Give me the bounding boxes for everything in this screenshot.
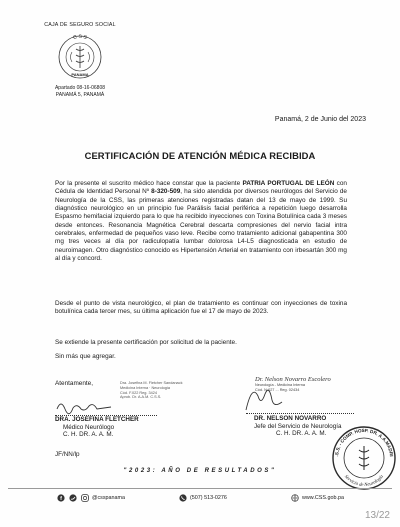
city-line: PANAMÁ 5, PANAMÁ xyxy=(55,92,105,98)
p1-diagnosis: , ha sido atendida por diversos neurólogos del Servicio de Neurología de la CSS, las primeras atenciones registradas datan del 13 de mayo de 1999. Su diagnóstico neurológico en un principio fue Parálisis facial periférica a repetición luego desarrolla Espasmo hemifacial izquierdo para lo que ha recibido inyecciones con Toxina Botulínica cada 3 meses desde entonces. Resonancia Magnética Cerebral descarta compresiones del nervio facial intra cerebrales, enfermedad de pequeños vaso leve. Recibe como tratamiento adicional gabapentina 300 mg tres veces al día por radiculopatía lumbar dolorosa L4-L5 diagnosticada en estudio de neuroimagen. Otro diagnóstico conocido es Hipertensión Arterial en tratamiento con irbesartán 300 mg al día y concord. xyxy=(55,188,347,263)
phone-icon xyxy=(178,493,187,502)
body-paragraph-3: Se extiende la presente certificación por solicitud de la paciente. xyxy=(55,339,237,346)
right-signature-line xyxy=(246,413,354,414)
p1-intro: Por la presente el suscrito médico hace constar que la paciente xyxy=(55,180,243,187)
footer-phone xyxy=(178,493,227,502)
signer-registration: C. H. DR. A. A. M. xyxy=(276,430,327,437)
footer-social xyxy=(56,493,125,502)
left-signer-block xyxy=(55,416,139,439)
facebook-icon xyxy=(56,493,65,502)
signer-name: DRA. JOSEFINA FLETCHER xyxy=(55,416,139,423)
logo-bottom-text: PANAMA xyxy=(71,72,89,77)
page-separator: / xyxy=(376,510,379,521)
social-handle: @csspanama xyxy=(92,494,126,501)
instagram-icon xyxy=(80,493,89,502)
css-logo xyxy=(52,30,108,80)
stamp-codes: Cód. N-027 ... Reg. 02434 xyxy=(255,387,300,392)
body-paragraph-2: Desde el punto de vista neurológico, el plan de tratamiento es continuar con inyecciones de toxina botulínica cada tercer mes, su última aplicación fue el 17 de mayo de 2023. xyxy=(55,300,347,316)
org-name: CAJA DE SEGURO SOCIAL xyxy=(44,22,116,28)
apartado-address xyxy=(28,85,132,99)
stamp-codes: Cód. F.022 Reg. 3424 xyxy=(120,390,157,395)
body-paragraph-1 xyxy=(55,180,347,263)
left-doctor-stamp xyxy=(120,381,230,400)
year-motto: "2023: AÑO DE RESULTADOS" xyxy=(123,468,277,474)
signer-role: Jefe del Servicio de Neurología xyxy=(254,422,342,430)
footer-divider xyxy=(8,488,392,489)
stamp-approval: Aprob. Dr. A.A.M. C.S.S. xyxy=(120,395,162,400)
stamp-name: Dra. Josefina M. Fletcher Sandanack xyxy=(120,381,183,385)
page-counter xyxy=(365,510,390,521)
hospital-seal xyxy=(330,424,398,492)
right-signer-block xyxy=(254,415,342,438)
right-signature xyxy=(238,380,288,414)
body-paragraph-4: Sin más que agregar. xyxy=(55,353,116,360)
seal-bottom-text: Servicio de Neurología xyxy=(343,474,385,489)
page-current: 13 xyxy=(364,510,377,521)
signer-registration: C. H. DR. A. A. M. xyxy=(63,431,114,438)
signer-role: Médico Neurólogo xyxy=(63,423,115,431)
globe-icon xyxy=(290,493,299,502)
p1-cedula-label: con Cédula de Identidad Personal Nº xyxy=(55,180,347,196)
patient-name: PATRIA PORTUGAL DE LEÓN xyxy=(242,180,335,187)
footer-website xyxy=(290,493,344,502)
stamp-specialty: Neurología - Medicina Interna xyxy=(255,382,306,387)
page-total: 22 xyxy=(378,510,390,521)
signer-name: DR. NELSON NOVARRO xyxy=(254,415,327,422)
twitter-icon xyxy=(68,493,77,502)
cedula-number: 8-320-509 xyxy=(151,188,181,196)
stamp-specialty: Medicina Interna · Neurología xyxy=(120,385,171,390)
reference-initials: JF/NN/lp xyxy=(55,451,80,458)
date-line: Panamá, 2 de Junio del 2023 xyxy=(274,116,366,123)
website-url: www.CSS.gob.pa xyxy=(302,494,344,501)
phone-number: (507) 513-0276 xyxy=(190,494,227,501)
left-signature xyxy=(55,397,115,415)
apartado-line: Apartado 08-16-06808 xyxy=(54,85,106,91)
seal-top-text: .S.S. - COMP. HOSP. DR. A.A.MADRI xyxy=(334,427,394,457)
closing-salutation: Atentamente, xyxy=(55,380,94,387)
stamp-name: Dr. Nelson Novarro Escolero xyxy=(255,376,331,383)
document-title: CERTIFICACIÓN DE ATENCIÓN MÉDICA RECIBIDA xyxy=(84,150,316,161)
svg-text:f: f xyxy=(59,495,62,502)
logo-top-text: C S S xyxy=(72,33,88,42)
